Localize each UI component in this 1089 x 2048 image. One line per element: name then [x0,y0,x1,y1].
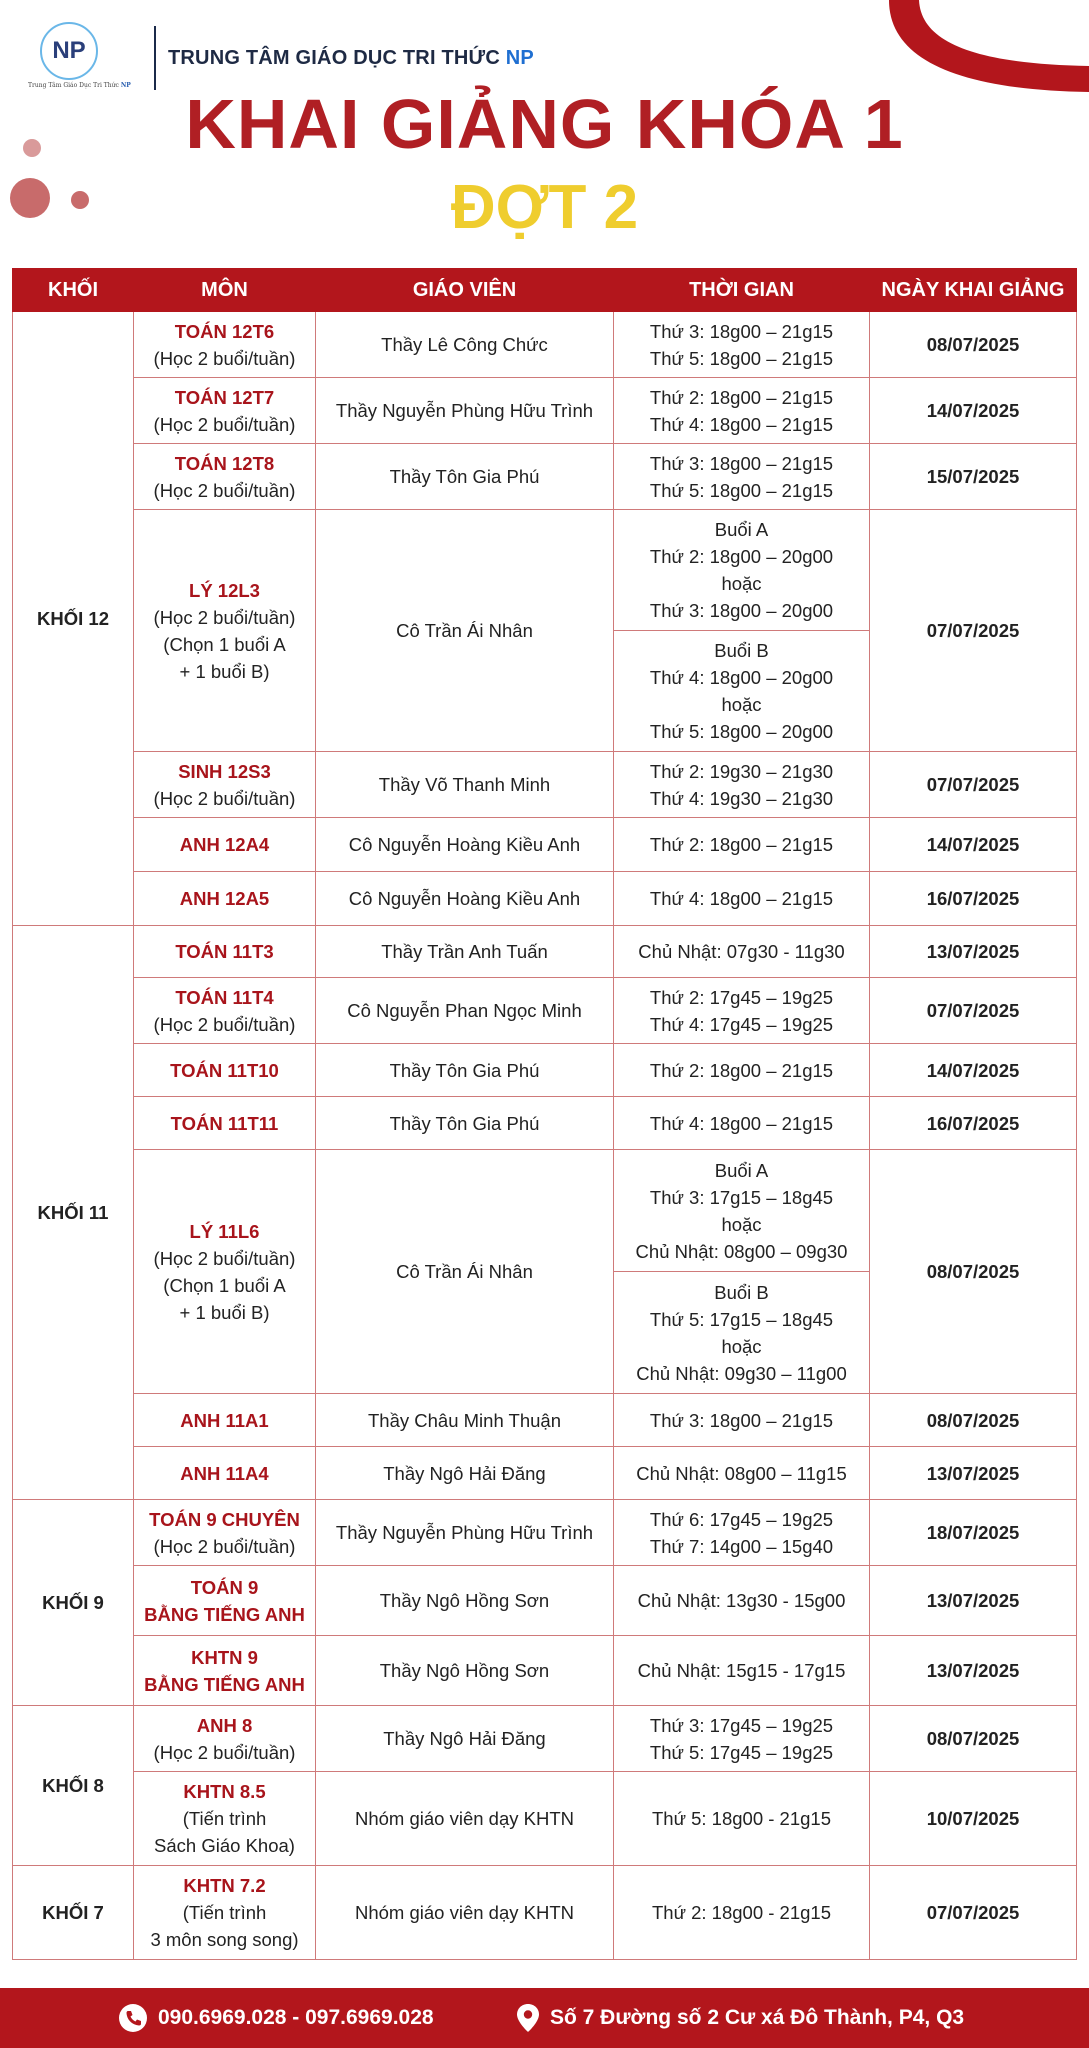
time-line: Buổi B [714,1281,769,1303]
address-text: Số 7 Đường số 2 Cư xá Đô Thành, P4, Q3 [550,2006,965,2029]
time-line: Thứ 4: 17g45 – 19g25 [649,1013,834,1035]
time-cell [614,752,870,818]
class-note: (Học 2 buổi/tuần) [153,1013,296,1035]
class-code: TOÁN 11T11 [170,1112,279,1134]
time-cell-session-a [614,1150,870,1272]
time-line: Thứ 3: 18g00 – 21g15 [649,1409,834,1431]
class-code: BẰNG TIẾNG ANH [144,1673,305,1695]
date-cell: 13/07/2025 [870,926,1077,978]
date-cell: 14/07/2025 [870,1044,1077,1097]
time-line: Thứ 7: 14g00 – 15g40 [649,1535,834,1557]
time-cell [614,1394,870,1447]
grade-cell: KHỐI 11 [13,926,134,1500]
subject-cell [134,872,316,926]
date-cell: 07/07/2025 [870,510,1077,752]
teacher-cell: Thầy Ngô Hồng Sơn [316,1636,614,1706]
date-cell: 18/07/2025 [870,1500,1077,1566]
class-code: KHTN 9 [191,1646,258,1668]
time-line: Chủ Nhật: 08g00 – 09g30 [635,1240,848,1262]
header-time: THỜI GIAN [614,269,870,312]
class-note: (Học 2 buổi/tuần) [153,1535,296,1557]
teacher-cell: Thầy Nguyễn Phùng Hữu Trình [316,1500,614,1566]
date-cell: 08/07/2025 [870,1394,1077,1447]
date-cell: 13/07/2025 [870,1566,1077,1636]
subject-cell [134,1097,316,1150]
subject-cell [134,1706,316,1772]
time-line: Thứ 2: 18g00 – 21g15 [649,1059,834,1081]
teacher-cell: Thầy Ngô Hải Đăng [316,1706,614,1772]
subject-cell [134,444,316,510]
page-subtitle: ĐỢT 2 [450,173,639,242]
time-line: hoặc [721,1335,762,1357]
footer-phone[interactable] [118,2003,434,2033]
logo-caption-brand: NP [120,82,131,89]
time-line: Thứ 4: 18g00 – 20g00 [649,667,834,688]
time-line: Thứ 4: 18g00 – 21g15 [649,1112,834,1134]
time-line: Chủ Nhật: 07g30 - 11g30 [638,941,845,962]
teacher-cell: Thầy Võ Thanh Minh [316,752,614,818]
table-row [13,978,1077,1044]
date-cell: 07/07/2025 [870,752,1077,818]
time-line: hoặc [721,1213,762,1235]
header-start-date: NGÀY KHAI GIẢNG [870,269,1077,312]
time-cell [614,444,870,510]
time-cell [614,1097,870,1150]
subject-cell [134,1772,316,1866]
class-code: TOÁN 12T7 [174,386,275,408]
time-cell [614,1044,870,1097]
date-cell: 07/07/2025 [870,1866,1077,1960]
teacher-cell: Thầy Trần Anh Tuấn [316,926,614,978]
teacher-cell: Thầy Nguyễn Phùng Hữu Trình [316,378,614,444]
table-row [13,1866,1077,1960]
teacher-cell: Cô Nguyễn Phan Ngọc Minh [316,978,614,1044]
subject-cell [134,1636,316,1706]
class-note: (Học 2 buổi/tuần) [153,606,296,628]
class-code: TOÁN 12T6 [174,320,275,342]
table-row [13,1044,1077,1097]
header-teacher: GIÁO VIÊN [316,269,614,312]
date-cell: 15/07/2025 [870,444,1077,510]
date-cell: 16/07/2025 [870,1097,1077,1150]
time-line: Thứ 5: 18g00 – 21g15 [649,347,834,369]
time-line: Thứ 3: 17g45 – 19g25 [649,1714,834,1736]
teacher-cell: Thầy Ngô Hồng Sơn [316,1566,614,1636]
class-note: Sách Giáo Khoa) [154,1835,295,1856]
grade-cell: KHỐI 7 [13,1866,134,1960]
time-line: Thứ 3: 18g00 – 21g15 [649,452,834,474]
subject-cell [134,1566,316,1636]
time-cell [614,1772,870,1866]
time-line: Thứ 2: 18g00 – 20g00 [649,546,834,567]
time-line: Thứ 3: 18g00 – 21g15 [649,320,834,342]
teacher-cell: Cô Trần Ái Nhân [316,1150,614,1394]
time-line: Thứ 2: 17g45 – 19g25 [649,986,834,1008]
header-subject: MÔN [134,269,316,312]
class-note: (Học 2 buổi/tuần) [153,1741,296,1763]
time-line: Buổi B [714,640,769,661]
teacher-cell: Thầy Châu Minh Thuận [316,1394,614,1447]
class-code: BẰNG TIẾNG ANH [144,1603,305,1625]
subject-cell [134,752,316,818]
class-note: (Học 2 buổi/tuần) [153,787,296,809]
class-code: LÝ 11L6 [189,1220,260,1242]
subject-cell [134,1866,316,1960]
grade-cell: KHỐI 9 [13,1500,134,1706]
time-line: Thứ 5: 17g45 – 19g25 [649,1741,834,1763]
time-line: Thứ 6: 17g45 – 19g25 [649,1508,834,1530]
teacher-cell: Nhóm giáo viên dạy KHTN [316,1866,614,1960]
class-note: (Học 2 buổi/tuần) [153,413,296,435]
date-cell: 10/07/2025 [870,1772,1077,1866]
table-row [13,818,1077,872]
table-row [13,926,1077,978]
date-cell: 08/07/2025 [870,312,1077,378]
class-code: TOÁN 12T8 [174,452,275,474]
teacher-cell: Thầy Tôn Gia Phú [316,444,614,510]
time-cell [614,1706,870,1772]
table-row [13,872,1077,926]
table-row [13,1097,1077,1150]
class-code: TOÁN 11T4 [175,986,274,1008]
time-line: hoặc [721,694,762,715]
time-line: Thứ 2: 18g00 – 21g15 [649,834,834,855]
time-cell-session-b [614,1272,870,1394]
time-cell [614,378,870,444]
class-note: (Tiến trình [182,1902,267,1923]
table-header-row [13,269,1077,312]
time-line: Buổi A [714,519,769,540]
time-line: hoặc [721,573,762,594]
table-row [13,1566,1077,1636]
date-cell: 14/07/2025 [870,378,1077,444]
teacher-cell: Thầy Tôn Gia Phú [316,1044,614,1097]
class-note: (Học 2 buổi/tuần) [153,1247,296,1269]
subject-cell [134,1447,316,1500]
subject-cell [134,978,316,1044]
time-cell [614,818,870,872]
subject-cell [134,378,316,444]
map-pin-icon [516,2003,540,2033]
time-line: Chủ Nhật: 13g30 - 15g00 [637,1590,846,1611]
phone-icon [118,2003,148,2033]
footer-bar [0,1988,1089,2048]
class-code: ANH 12A4 [179,834,270,855]
time-line: Thứ 5: 18g00 – 20g00 [649,721,834,742]
class-note: + 1 buổi B) [179,1301,270,1323]
table-row [13,1447,1077,1500]
class-code: TOÁN 9 [190,1576,259,1598]
teacher-cell: Nhóm giáo viên dạy KHTN [316,1772,614,1866]
time-line: Thứ 4: 18g00 – 21g15 [649,413,834,435]
teacher-cell: Thầy Tôn Gia Phú [316,1097,614,1150]
subject-cell [134,1500,316,1566]
table-row [13,510,1077,631]
subject-cell [134,312,316,378]
time-line: Thứ 2: 19g30 – 21g30 [649,760,834,782]
table-row [13,378,1077,444]
subject-cell [134,926,316,978]
teacher-cell: Cô Trần Ái Nhân [316,510,614,752]
header-divider [154,26,156,90]
date-cell: 13/07/2025 [870,1447,1077,1500]
table-row [13,444,1077,510]
time-cell [614,978,870,1044]
class-code: ANH 8 [196,1714,253,1736]
footer-address[interactable] [516,2003,964,2033]
table-row [13,1636,1077,1706]
header-grade: KHỐI [13,269,134,312]
time-line: Thứ 4: 19g30 – 21g30 [649,787,834,809]
time-cell-session-b [614,631,870,752]
date-cell: 08/07/2025 [870,1706,1077,1772]
time-cell [614,926,870,978]
logo-caption-prefix: Trung Tâm Giáo Dục Tri Thức [28,82,119,89]
page-title: KHAI GIẢNG KHÓA 1 [185,85,904,163]
teacher-cell: Thầy Lê Công Chức [316,312,614,378]
table-row [13,752,1077,818]
time-line: Thứ 5: 17g15 – 18g45 [649,1308,834,1330]
time-line: Chủ Nhật: 08g00 – 11g15 [636,1462,847,1484]
time-cell [614,1866,870,1960]
class-note: + 1 buổi B) [179,660,270,682]
class-code: SINH 12S3 [178,760,271,782]
subject-cell [134,818,316,872]
org-name-brand: NP [505,46,534,69]
class-note: (Chọn 1 buổi A [163,1274,286,1296]
class-note: (Học 2 buổi/tuần) [153,347,296,369]
schedule-table [12,268,1077,1960]
subject-cell [134,1394,316,1447]
teacher-cell: Thầy Ngô Hải Đăng [316,1447,614,1500]
class-code: ANH 11A4 [180,1462,269,1484]
date-cell: 16/07/2025 [870,872,1077,926]
time-cell [614,312,870,378]
class-note: (Chọn 1 buổi A [163,633,286,655]
time-line: Thứ 2: 18g00 - 21g15 [651,1902,831,1923]
subject-cell [134,1044,316,1097]
class-code: KHTN 8.5 [183,1781,266,1802]
org-name [168,47,534,70]
teacher-cell: Cô Nguyễn Hoàng Kiều Anh [316,872,614,926]
time-line: Thứ 3: 18g00 – 20g00 [649,600,834,621]
class-code: ANH 11A1 [180,1409,269,1431]
date-cell: 08/07/2025 [870,1150,1077,1394]
time-cell [614,872,870,926]
time-line: Thứ 4: 18g00 – 21g15 [649,888,834,909]
time-cell [614,1566,870,1636]
teacher-cell: Cô Nguyễn Hoàng Kiều Anh [316,818,614,872]
class-note: (Tiến trình [182,1808,267,1829]
table-row [13,1772,1077,1866]
class-note: (Học 2 buổi/tuần) [153,479,296,501]
class-note: 3 môn song song) [150,1929,299,1950]
class-code: KHTN 7.2 [183,1875,266,1896]
time-cell-session-a [614,510,870,631]
logo-mark: NP [40,22,98,80]
phone-number: 090.6969.028 - 097.6969.028 [158,2006,434,2029]
subject-cell [134,1150,316,1394]
time-line: Chủ Nhật: 09g30 – 11g00 [636,1362,847,1384]
time-line: Chủ Nhật: 15g15 - 17g15 [637,1660,846,1681]
class-code: ANH 12A5 [179,888,270,909]
class-code: LÝ 12L3 [189,579,260,601]
class-code: TOÁN 11T3 [175,941,274,962]
class-code: TOÁN 11T10 [170,1059,279,1081]
date-cell: 14/07/2025 [870,818,1077,872]
time-line: Buổi A [714,1159,769,1181]
table-row [13,1394,1077,1447]
time-line: Thứ 3: 17g15 – 18g45 [649,1186,834,1208]
table-row [13,1150,1077,1272]
time-line: Thứ 2: 18g00 – 21g15 [649,386,834,408]
grade-cell: KHỐI 8 [13,1706,134,1866]
org-name-prefix: TRUNG TÂM GIÁO DỤC TRI THỨC [168,46,500,69]
subject-cell [134,510,316,752]
time-cell [614,1500,870,1566]
time-cell [614,1447,870,1500]
table-row [13,1706,1077,1772]
table-row [13,312,1077,378]
time-line: Thứ 5: 18g00 - 21g15 [651,1808,831,1829]
time-line: Thứ 5: 18g00 – 21g15 [649,479,834,501]
grade-cell: KHỐI 12 [13,312,134,926]
class-code: TOÁN 9 CHUYÊN [149,1508,300,1530]
table-row [13,1500,1077,1566]
date-cell: 07/07/2025 [870,978,1077,1044]
time-cell [614,1636,870,1706]
date-cell: 13/07/2025 [870,1636,1077,1706]
